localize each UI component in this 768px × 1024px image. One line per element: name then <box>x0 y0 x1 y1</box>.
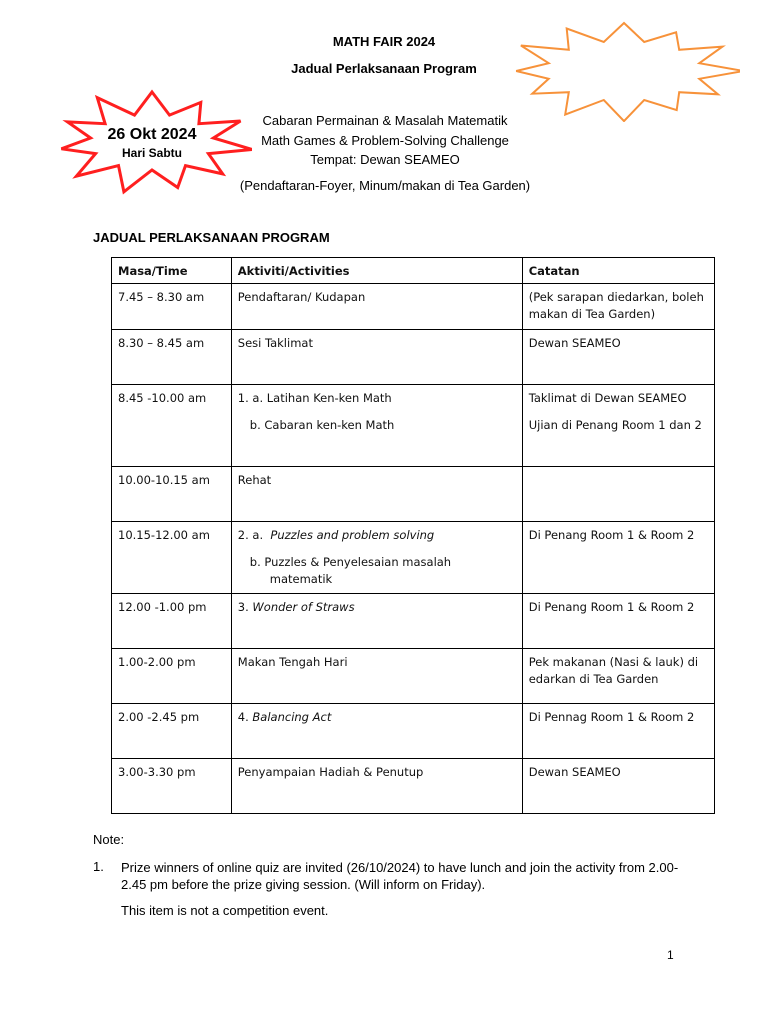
note-number: 1. <box>93 859 104 874</box>
venue-line: Tempat: Dewan SEAMEO <box>310 152 460 167</box>
event-day: Hari Sabtu <box>121 146 182 160</box>
note-extra: This item is not a competition event. <box>121 903 329 918</box>
event-date: 26 Okt 2024 <box>107 126 197 143</box>
time-cell: 10.15-12.00 am <box>112 522 232 594</box>
table-row <box>112 385 715 467</box>
header-notes: Catatan <box>522 258 714 284</box>
registration-note: (Pendaftaran-Foyer, Minum/makan di Tea Garden) <box>239 178 531 193</box>
time-cell: 1.00-2.00 pm <box>112 649 232 704</box>
activity-cell <box>231 522 522 594</box>
section-heading: JADUAL PERLAKSANAAN PROGRAM <box>93 230 330 245</box>
activity-cell: Pendaftaran/ Kudapan <box>231 284 522 330</box>
activity-number: 2. a. <box>237 528 271 542</box>
note-line: Ujian di Penang Room 1 dan 2 <box>528 418 702 432</box>
activity-line: 1. a. Latihan Ken-ken Math <box>237 391 392 405</box>
note-cell <box>522 467 714 522</box>
table-row <box>112 330 715 385</box>
activity-cell <box>231 594 522 649</box>
table-row <box>112 284 715 330</box>
time-cell: 8.30 – 8.45 am <box>112 330 232 385</box>
time-cell: 2.00 -2.45 pm <box>112 704 232 759</box>
document-title: MATH FAIR 2024 <box>332 34 436 49</box>
activity-cell: Rehat <box>231 467 522 522</box>
activity-title: Wonder of Straws <box>252 600 355 614</box>
activity-cell <box>231 704 522 759</box>
table-header-row <box>112 258 715 284</box>
activity-title: Puzzles and problem solving <box>270 528 435 542</box>
time-cell: 8.45 -10.00 am <box>112 385 232 467</box>
header-time: Masa/Time <box>112 258 232 284</box>
activity-cell: Makan Tengah Hari <box>231 649 522 704</box>
activity-line: b. Puzzles & Penyelesaian masalah <box>249 555 452 569</box>
activity-cell <box>231 385 522 467</box>
orange-starburst-shape <box>508 20 740 122</box>
note-cell: Pek makanan (Nasi & lauk) di edarkan di Tea Garden <box>522 649 714 704</box>
note-cell: Di Pennag Room 1 & Room 2 <box>522 704 714 759</box>
table-row <box>112 467 715 522</box>
note-cell: Dewan SEAMEO <box>522 759 714 814</box>
activity-cell: Sesi Taklimat <box>231 330 522 385</box>
table-row <box>112 704 715 759</box>
note-cell: Dewan SEAMEO <box>522 330 714 385</box>
note-label: Note: <box>93 832 125 847</box>
table-row <box>112 522 715 594</box>
activity-number: 3. <box>237 600 253 614</box>
activity-title: Balancing Act <box>252 710 332 724</box>
activity-line <box>238 527 516 544</box>
table-row <box>112 759 715 814</box>
note-cell: (Pek sarapan diedarkan, boleh makan di Tea Garden) <box>522 284 714 330</box>
intro-line-1: Cabaran Permainan & Masalah Matematik <box>262 113 508 128</box>
time-cell: 7.45 – 8.30 am <box>112 284 232 330</box>
header-activities: Aktiviti/Activities <box>231 258 522 284</box>
page-number: 1 <box>667 948 674 962</box>
intro-line-2: Math Games & Problem-Solving Challenge <box>261 133 509 148</box>
document-subtitle: Jadual Perlaksanaan Program <box>291 61 477 76</box>
activity-line: matematik <box>269 572 333 586</box>
activity-cell: Penyampaian Hadiah & Penutup <box>231 759 522 814</box>
time-cell: 3.00-3.30 pm <box>112 759 232 814</box>
time-cell: 10.00-10.15 am <box>112 467 232 522</box>
schedule-table <box>111 257 715 814</box>
table-row <box>112 594 715 649</box>
note-text: Prize winners of online quiz are invited (26/10/2024) to have lunch and join the activity from 2.00-2.45 pm before the prize giving session. (Will inform on Friday). <box>121 860 679 892</box>
note-line: Taklimat di Dewan SEAMEO <box>528 391 687 405</box>
activity-line: b. Cabaran ken-ken Math <box>249 418 395 432</box>
table-row <box>112 649 715 704</box>
activity-number: 4. <box>237 710 253 724</box>
note-cell <box>522 385 714 467</box>
time-cell: 12.00 -1.00 pm <box>112 594 232 649</box>
note-cell: Di Penang Room 1 & Room 2 <box>522 594 714 649</box>
note-cell: Di Penang Room 1 & Room 2 <box>522 522 714 594</box>
